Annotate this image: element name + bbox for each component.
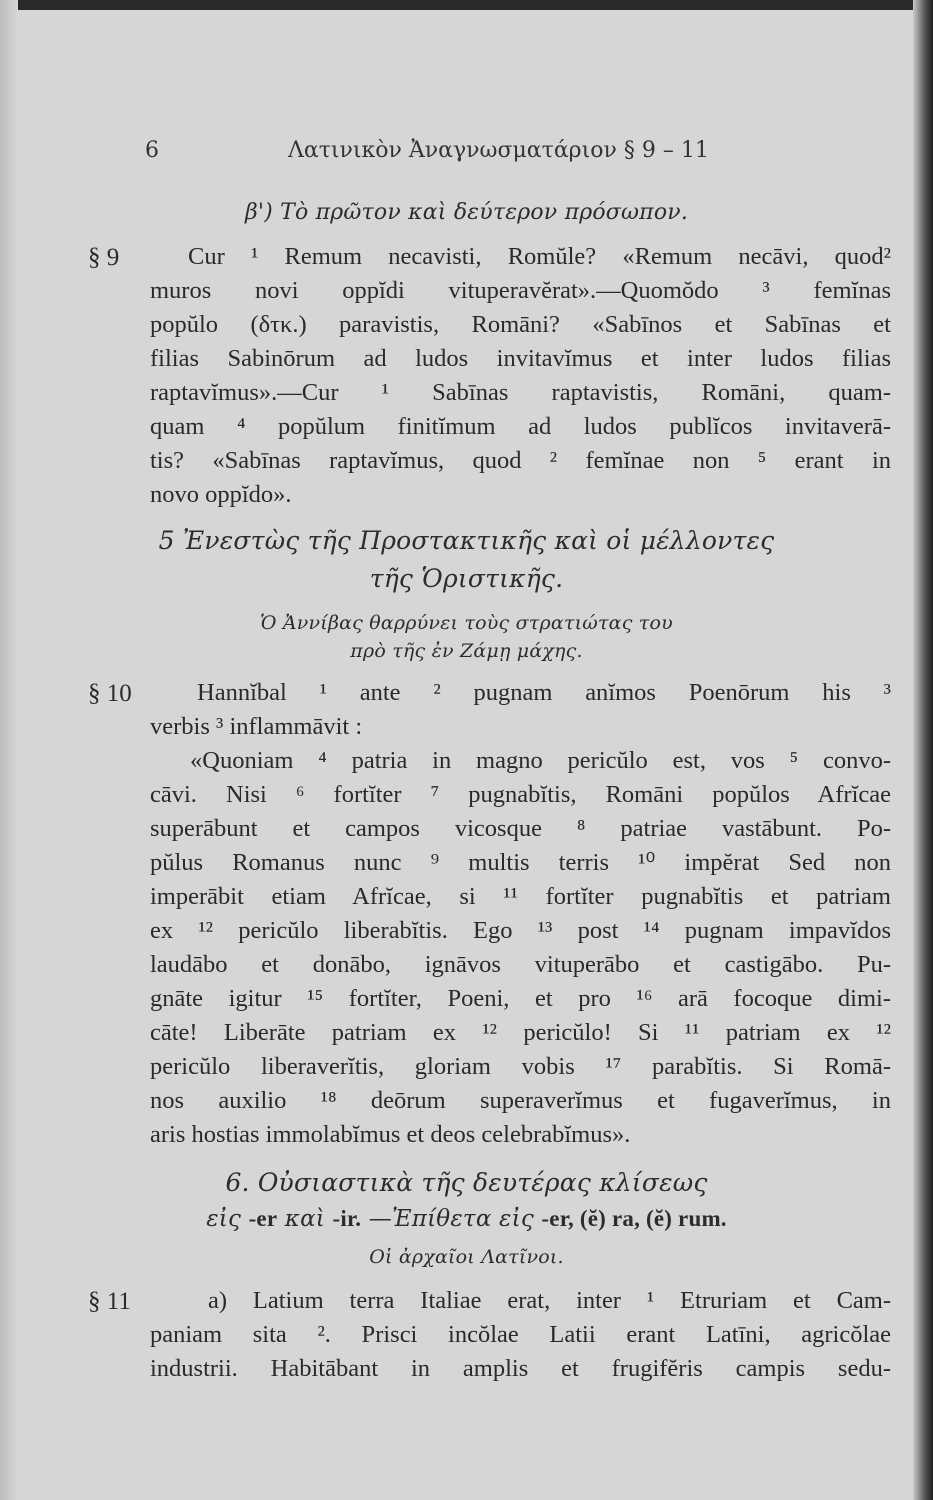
s9-line-2: muros novi oppĭdi vituperavĕrat».—Quomŏdo ³ femĭnas (150, 277, 891, 304)
h6-latin-c: -er, (ĕ) ra, (ĕ) rum. (541, 1206, 727, 1231)
s10-line-5: superābunt et campos vicosque ⁸ patriae vastābunt. Po- (150, 815, 891, 842)
section-marker-10: § 10 (88, 680, 132, 707)
s9-line-8: novo oppĭdo». (150, 481, 292, 508)
subheading-hannibal: Ὁ Ἀννίβας θαρρύνει τοὺς στρατιώτας του (260, 612, 673, 634)
s10-line-2: verbis ³ inflammāvit : (150, 713, 363, 740)
page-left-edge (0, 0, 18, 1500)
h6-greek-b: καὶ (284, 1206, 326, 1232)
s9-line-3: popŭlo (δτκ.) paravistis, Romāni? «Sabīnos et Sabīnas et (150, 311, 891, 338)
h6-latin-b: -ir. (332, 1206, 362, 1231)
section-heading-6-line-2 (0, 1206, 933, 1232)
s10-line-13: nos auxilio ¹⁸ deōrum superaverĭmus et fugaverĭmus, in (150, 1087, 891, 1114)
s10-line-10: gnāte igitur ¹⁵ fortĭter, Poeni, et pro ¹⁶ arā focoque dimi- (150, 985, 891, 1012)
s11-line-3: industrii. Habitābant in amplis et frugifĕris campis sedu- (150, 1355, 891, 1382)
s11-line-2: paniam sita ². Prisci incŏlae Latii erant Latīni, agricŏlae (150, 1321, 891, 1348)
s9-line-7: tis? «Sabīnas raptavĭmus, quod ² femĭnae non ⁵ erant in (150, 447, 891, 474)
s9-line-1: Cur ¹ Remum necavisti, Romŭle? «Remum necāvi, quod² (188, 243, 891, 270)
running-title: Λατινικὸν Ἀναγνωσματάριον § 9 – 11 (288, 138, 709, 163)
page-right-edge (913, 0, 933, 1500)
page-top-edge (0, 0, 933, 10)
s9-line-5: raptavĭmus».—Cur ¹ Sabīnas raptavistis, Romāni, quam- (150, 379, 891, 406)
section-heading-5: 5 Ἐνεστὼς τῆς Προστακτικῆς καὶ οἱ μέλλοντες (158, 526, 775, 555)
s9-line-4: filias Sabinōrum ad ludos invitavĭmus et inter ludos filias (150, 345, 891, 372)
h6-greek-c: —Ἐπίθετα εἰς (368, 1206, 534, 1232)
section-marker-9: § 9 (88, 244, 120, 271)
s10-line-14: aris hostias immolabĭmus et deos celebrabĭmus». (150, 1121, 631, 1148)
s10-line-1: Hannĭbal ¹ ante ² pugnam anĭmos Poenōrum his ³ (197, 679, 891, 706)
s10-line-11: cāte! Liberāte patriam ex ¹² pericŭlo! Si ¹¹ patriam ex ¹² (150, 1019, 891, 1046)
s10-line-6: pŭlus Romanus nunc ⁹ multis terris ¹⁰ impĕrat Sed non (150, 849, 891, 876)
page-number: 6 (145, 138, 159, 163)
s10-line-7: imperābit etiam Afrĭcae, si ¹¹ fortĭter pugnabĭtis et patriam (150, 883, 891, 910)
s10-line-8: ex ¹² pericŭlo liberabĭtis. Ego ¹³ post ¹⁴ pugnam impavĭdos (150, 917, 891, 944)
s10-line-12: pericŭlo liberaverĭtis, gloriam vobis ¹⁷ parabĭtis. Si Romā- (150, 1053, 891, 1080)
subheading-ancient-latins: Οἱ ἀρχαῖοι Λατῖνοι. (369, 1246, 564, 1268)
h6-latin-a: -er (248, 1206, 278, 1231)
section-heading-6: 6. Οὐσιαστικὰ τῆς δευτέρας κλίσεως (225, 1168, 708, 1197)
h6-greek-a: εἰς (206, 1206, 242, 1232)
s9-line-6: quam ⁴ popŭlum finitĭmum ad ludos publĭcos invitaverā- (150, 413, 891, 440)
s10-line-4: cāvi. Nisi ⁶ fortĭter ⁷ pugnabĭtis, Romāni popŭlos Afrĭcae (150, 781, 891, 808)
s10-line-9: laudābo et donābo, ignāvos vituperābo et castigābo. Pu- (150, 951, 891, 978)
s11-line-1: a) Latium terra Italiae erat, inter ¹ Etruriam et Cam- (208, 1287, 891, 1314)
s10-line-3: «Quoniam ⁴ patria in magno pericŭlo est, vos ⁵ convo- (190, 747, 891, 774)
section-heading-5-line-2: τῆς Ὁριστικῆς. (369, 564, 564, 593)
subheading-hannibal-line-2: πρὸ τῆς ἐν Ζάμῃ μάχης. (350, 640, 583, 662)
section-marker-11: § 11 (88, 1288, 131, 1315)
section-heading-beta: β') Τὸ πρῶτον καὶ δεύτερον πρόσωπον. (244, 200, 689, 225)
